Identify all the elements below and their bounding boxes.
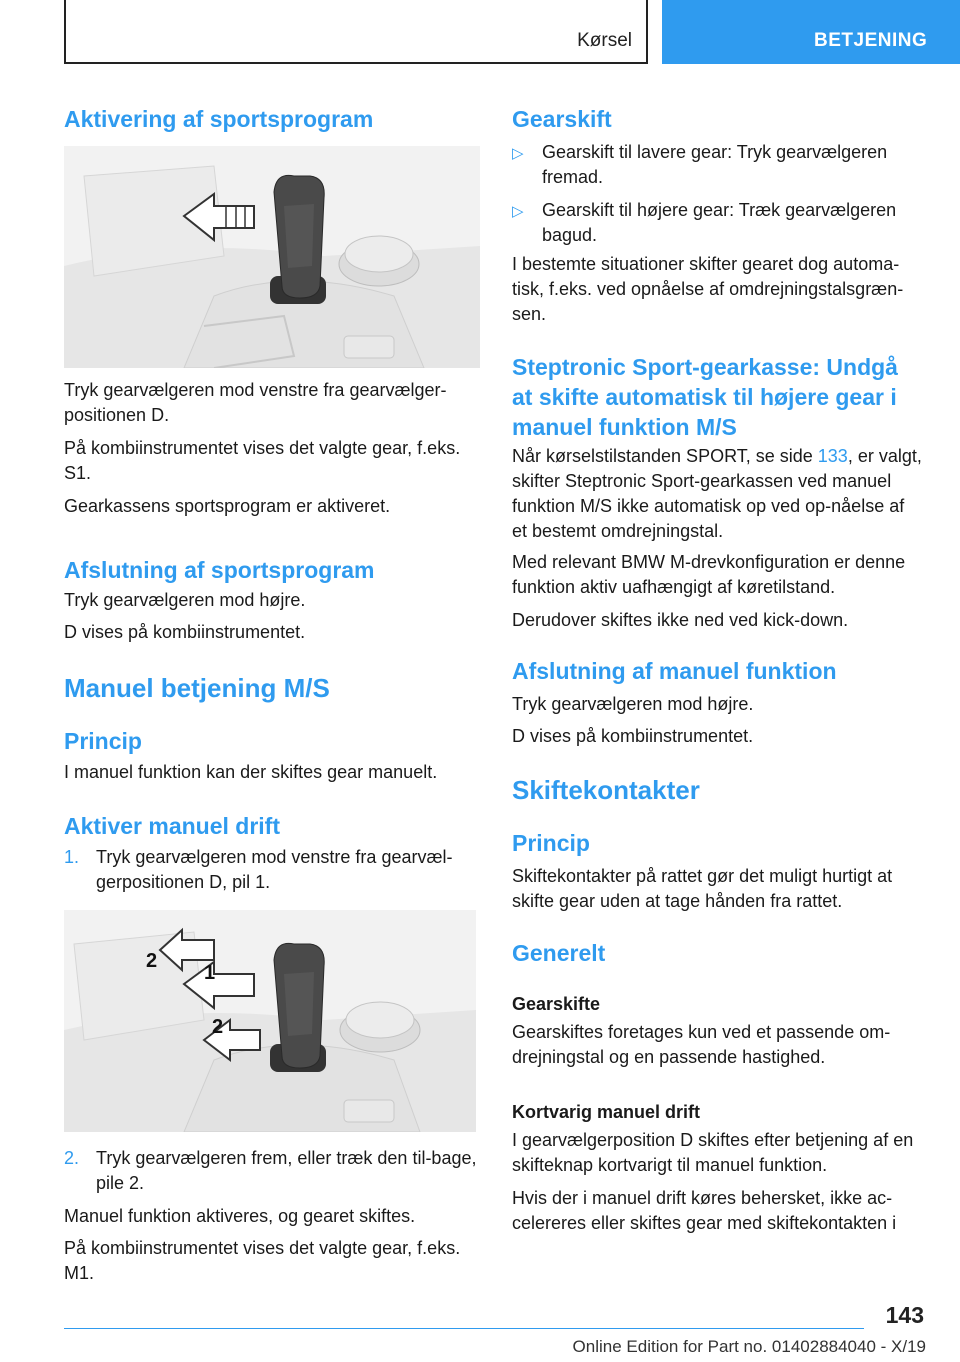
para-short-manual-1: I gearvælgerposition D skiftes efter betjening af en skifteknap kortvarigt til manuel funktion. xyxy=(512,1130,914,1175)
figure-arrow-label-2-upper: 2 xyxy=(146,950,158,972)
heading-steptronic: Steptronic Sport-gearkasse: Undgå at skifte automatisk til højere gear i manuel funktion M/S xyxy=(512,354,898,440)
para-after-steps-2: På kombiinstrumentet vises det valgte gear, f.eks. M1. xyxy=(64,1238,461,1283)
para-steptronic-1b: , er valgt, skifter Steptronic Sport-gearkassen ved manuel funktion M/S ikke automatisk op ved op-nåelse af et bestemt omdrejningstal. xyxy=(512,446,922,541)
step-1-text: Tryk gearvælgeren mod venstre fra gearvæl-gerpositionen D, pil 1. xyxy=(96,847,453,892)
heading-gearshift: Gearskift xyxy=(512,106,612,132)
para-paddles: Skiftekontakter på rattet gør det muligt hurtigt at skifte gear uden at tage hånden fra rattet. xyxy=(512,866,893,911)
heading-principle-left: Princip xyxy=(64,728,142,754)
bullet-item-upshift xyxy=(512,198,924,248)
heading-manual-operation: Manuel betjening M/S xyxy=(64,673,330,703)
bullet-upshift-text: Gearskift til højere gear: Træk gearvælgeren bagud. xyxy=(542,200,897,245)
header-chapter-box xyxy=(662,0,960,64)
step-2-text: Tryk gearvælgeren frem, eller træk den til-bage, pile 2. xyxy=(96,1148,477,1193)
figure-arrow-label-1: 1 xyxy=(204,962,216,984)
heading-short-manual: Kortvarig manuel drift xyxy=(512,1102,701,1122)
figure-gear-selector-left xyxy=(64,146,480,368)
heading-general: Generelt xyxy=(512,940,606,966)
list-item-step-2 xyxy=(64,1146,480,1196)
para-sport-1: Tryk gearvælgeren mod venstre fra gearvælger-positionen D. xyxy=(64,380,447,425)
bullet-triangle-icon: ▷ xyxy=(512,145,524,162)
bullet-downshift-text: Gearskift til lavere gear: Tryk gearvælgeren fremad. xyxy=(542,142,888,187)
figure-arrow-label-2-lower: 2 xyxy=(212,1016,224,1038)
para-gearshifts: Gearskiftes foretages kun ved et passende om-drejningstal og en passende hastighed. xyxy=(512,1022,891,1067)
heading-activate-manual: Aktiver manuel drift xyxy=(64,813,280,839)
heading-gearshifts: Gearskifte xyxy=(512,994,601,1014)
list-item-step-1 xyxy=(64,845,480,895)
heading-principle-right: Princip xyxy=(512,830,590,856)
para-after-steps-1: Manuel funktion aktiveres, og gearet skiftes. xyxy=(64,1206,416,1226)
para-steptronic-1a: Når kørselstilstanden SPORT, se side xyxy=(512,446,818,466)
para-gear-auto: I bestemte situationer skifter gearet dog automa-tisk, f.eks. ved opnåelse af omdrejningstalsgræn-sen. xyxy=(512,254,904,324)
para-short-manual-2: Hvis der i manuel drift køres behersket, ikke ac-celereres eller skiftes gear med skiftekontakten i xyxy=(512,1188,897,1233)
para-end-manual-1: Tryk gearvælgeren mod højre. xyxy=(512,694,754,714)
para-steptronic-3: Derudover skiftes ikke ned ved kick-down. xyxy=(512,610,849,630)
header-section-box xyxy=(64,0,648,64)
header-section-title: Kørsel xyxy=(577,30,632,51)
step-2-number: 2. xyxy=(64,1148,80,1168)
para-sport-2: På kombiinstrumentet vises det valgte gear, f.eks. S1. xyxy=(64,438,461,483)
para-steptronic-1 xyxy=(512,444,924,544)
step-1-number: 1. xyxy=(64,847,80,867)
para-end-sport-2: D vises på kombiinstrumentet. xyxy=(64,622,306,642)
para-end-manual-2: D vises på kombiinstrumentet. xyxy=(512,726,754,746)
para-end-sport-1: Tryk gearvælgeren mod højre. xyxy=(64,590,306,610)
page-link-133[interactable]: 133 xyxy=(817,446,848,466)
heading-shift-paddles: Skiftekontakter xyxy=(512,775,700,805)
heading-end-manual: Afslutning af manuel funktion xyxy=(512,658,837,684)
para-principle-left: I manuel funktion kan der skiftes gear manuelt. xyxy=(64,762,438,782)
footer-edition: Online Edition for Part no. 01402884040 - X/19 xyxy=(572,1337,926,1356)
footer-rule xyxy=(64,1328,864,1329)
page-number: 143 xyxy=(885,1302,924,1328)
para-sport-3: Gearkassens sportsprogram er aktiveret. xyxy=(64,496,391,516)
bullet-item-downshift xyxy=(512,140,924,190)
bullet-triangle-icon: ▷ xyxy=(512,203,524,220)
heading-end-sport: Afslutning af sportsprogram xyxy=(64,557,375,583)
figure-gear-selector-arrows xyxy=(64,910,476,1132)
header-chapter-title: BETJENING xyxy=(814,30,928,51)
para-steptronic-2: Med relevant BMW M-drevkonfiguration er denne funktion aktiv uafhængigt af køretilstand. xyxy=(512,552,906,597)
heading-sport-program: Aktivering af sportsprogram xyxy=(64,106,374,132)
